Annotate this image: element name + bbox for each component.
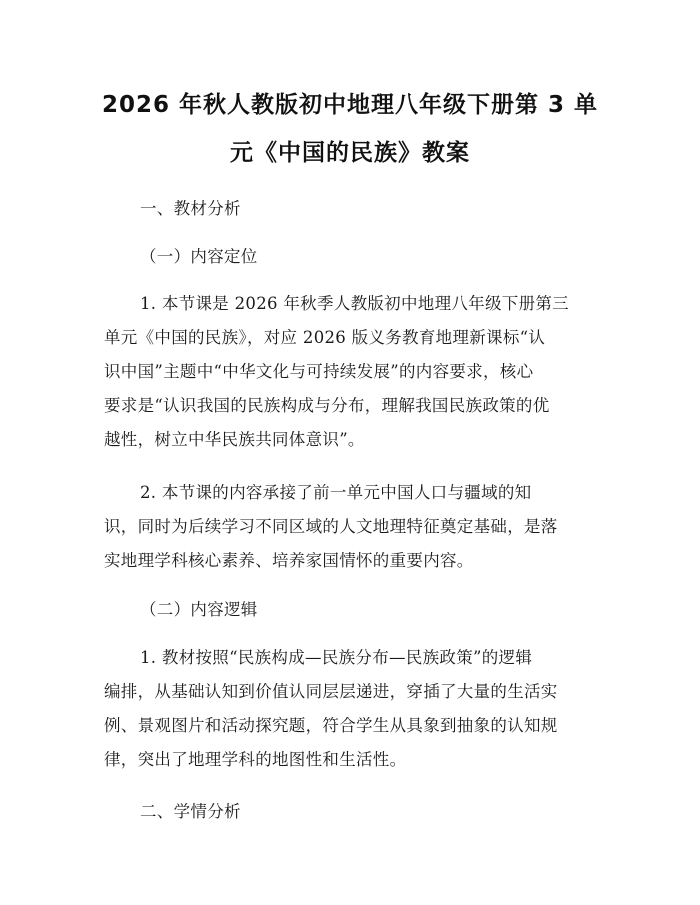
paragraph-line: 实地理学科核心素养、培养家国情怀的重要内容。 bbox=[104, 551, 474, 570]
paragraph-line: 识中国”主题中“中华文化与可持续发展”的内容要求，核心 bbox=[104, 362, 534, 381]
paragraph-line: 2. 本节课的内容承接了前一单元中国人口与疆域的知 bbox=[140, 483, 532, 502]
paragraph-line: 例、景观图片和活动探究题，符合学生从具象到抽象的认知规 bbox=[104, 716, 558, 735]
subsection-heading-content-logic: （二）内容逻辑 bbox=[140, 600, 258, 619]
section-heading-textbook-analysis: 一、教材分析 bbox=[140, 199, 241, 218]
paragraph-line: 1. 本节课是 2026 年秋季人教版初中地理八年级下册第三 bbox=[140, 294, 569, 313]
paragraph-line: 1. 教材按照“民族构成—民族分布—民族政策”的逻辑 bbox=[140, 648, 533, 667]
paragraph-line: 律，突出了地理学科的地图性和生活性。 bbox=[104, 750, 407, 769]
paragraph-line: 编排，从基础认知到价值认同层层递进，穿插了大量的生活实 bbox=[104, 682, 558, 701]
section-heading-learner-analysis: 二、学情分析 bbox=[140, 802, 241, 821]
paragraph-line: 越性，树立中华民族共同体意识”。 bbox=[104, 430, 365, 449]
paragraph-line: 要求是“认识我国的民族构成与分布，理解我国民族政策的优 bbox=[104, 396, 550, 415]
paragraph-line: 单元《中国的民族》，对应 2026 版义务教育地理新课标“认 bbox=[104, 328, 546, 347]
paragraph-line: 识，同时为后续学习不同区域的人文地理特征奠定基础，是落 bbox=[104, 517, 558, 536]
document-title-line-2: 元《中国的民族》教案 bbox=[230, 140, 470, 166]
subsection-heading-content-positioning: （一）内容定位 bbox=[140, 247, 258, 266]
document-title-line-1: 2026 年秋人教版初中地理八年级下册第 3 单 bbox=[101, 92, 599, 118]
